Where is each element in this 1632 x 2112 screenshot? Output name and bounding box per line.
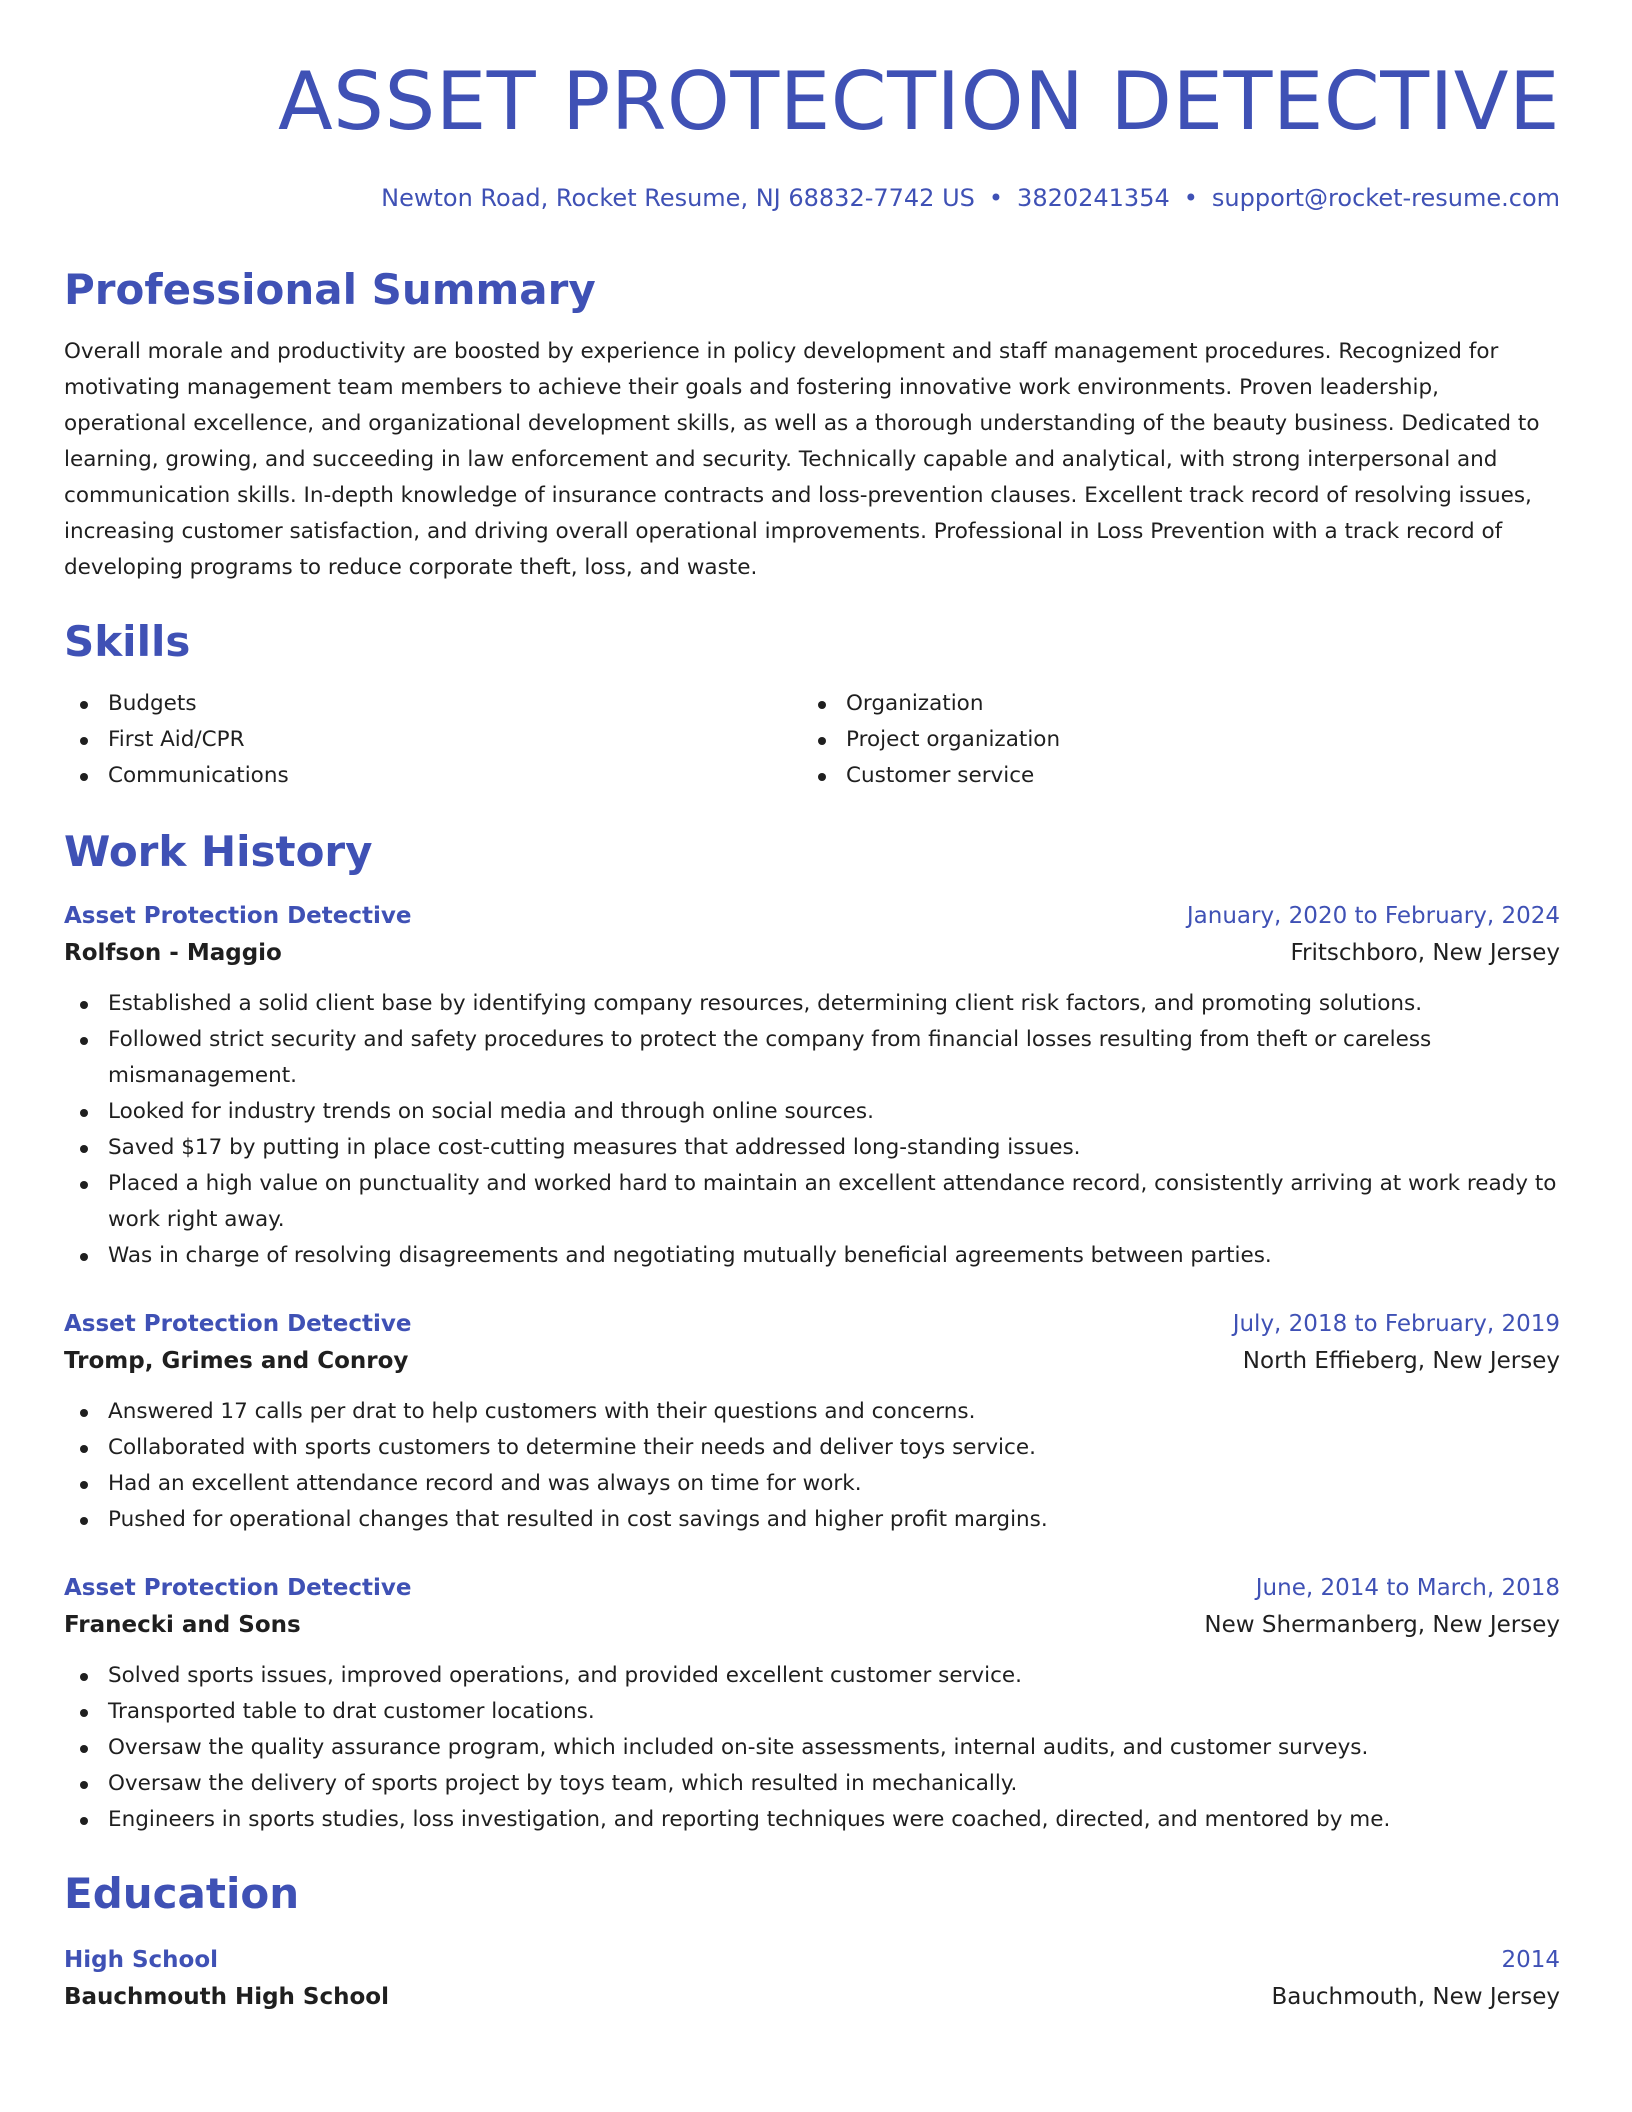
contact-line <box>64 182 1560 214</box>
skill-item: Communications <box>64 758 802 794</box>
job-header <box>64 1306 1560 1342</box>
contact-address: Newton Road, Rocket Resume, NJ 68832-7742 US <box>381 184 975 212</box>
job-bullet: Oversaw the quality assurance program, which included on-site assessments, internal audits, and customer surveys. <box>64 1730 1560 1766</box>
resume-page <box>64 0 1560 2016</box>
job-entry <box>64 898 1560 1274</box>
job-bullet: Placed a high value on punctuality and worked hard to maintain an excellent attendance record, consistently arriving at work ready to work right away. <box>64 1166 1560 1238</box>
job-location: North Effieberg, New Jersey <box>1242 1348 1560 1374</box>
job-entry <box>64 1306 1560 1538</box>
education-header <box>64 1942 1560 1978</box>
job-title: Asset Protection Detective <box>64 1311 412 1337</box>
job-subheader <box>64 934 1560 972</box>
job-bullet: Was in charge of resolving disagreements and negotiating mutually beneficial agreements between parties. <box>64 1238 1560 1274</box>
skill-item: Organization <box>802 686 1540 722</box>
job-location: New Shermanberg, New Jersey <box>1204 1612 1560 1638</box>
contact-email: support@rocket-resume.com <box>1211 184 1560 212</box>
summary-heading: Professional Summary <box>64 265 596 314</box>
skills-column-right <box>802 686 1540 794</box>
education-year: 2014 <box>1501 1947 1560 1973</box>
job-company: Franecki and Sons <box>64 1612 301 1638</box>
job-bullet: Had an excellent attendance record and was always on time for work. <box>64 1466 1560 1502</box>
education-school: Bauchmouth High School <box>64 1984 389 2010</box>
contact-separator: • <box>988 184 1004 212</box>
contact-phone: 3820241354 <box>1017 184 1170 212</box>
job-bullet: Oversaw the delivery of sports project by toys team, which resulted in mechanically. <box>64 1766 1560 1802</box>
job-bullet: Established a solid client base by identifying company resources, determining client risk factors, and promoting solutions. <box>64 986 1560 1022</box>
job-bullet: Followed strict security and safety procedures to protect the company from financial losses resulting from theft or careless mismanagement. <box>64 1022 1560 1094</box>
job-bullets <box>64 986 1560 1274</box>
resume-title: ASSET PROTECTION DETECTIVE <box>277 55 1560 148</box>
job-bullet: Transported table to drat customer locations. <box>64 1694 1560 1730</box>
job-subheader <box>64 1606 1560 1644</box>
job-header <box>64 1570 1560 1606</box>
skill-item: Budgets <box>64 686 802 722</box>
job-bullet: Saved $17 by putting in place cost-cutting measures that addressed long-standing issues. <box>64 1130 1560 1166</box>
education-entry <box>64 1942 1560 2016</box>
job-dates: June, 2014 to March, 2018 <box>1255 1575 1560 1601</box>
contact-separator: • <box>1183 184 1198 212</box>
job-location: Fritschboro, New Jersey <box>1290 940 1560 966</box>
skills-column-left <box>64 686 802 794</box>
job-dates: July, 2018 to February, 2019 <box>1232 1311 1560 1337</box>
job-company: Rolfson - Maggio <box>64 940 282 966</box>
job-dates: January, 2020 to February, 2024 <box>1186 903 1560 929</box>
skill-item: Customer service <box>802 758 1540 794</box>
skill-item: Project organization <box>802 722 1540 758</box>
skill-item: First Aid/CPR <box>64 722 802 758</box>
job-title: Asset Protection Detective <box>64 903 412 929</box>
summary-text: Overall morale and productivity are boosted by experience in policy development and staff management procedures. Recognized for motivating management team members to achieve their goals and fostering innovative work environments. Proven leadership, operational excellence, and organizational development skills, as well as a thorough understanding of the beauty business. Dedicated to learning, growing, and succeeding in law enforcement and security. Technically capable and analytical, with strong interpersonal and communication skills. In-depth knowledge of insurance contracts and loss-prevention clauses. Excellent track record of resolving issues, increasing customer satisfaction, and driving overall operational improvements. Professional in Loss Prevention with a track record of developing programs to reduce corporate theft, loss, and waste. <box>64 339 1540 580</box>
job-bullets <box>64 1658 1560 1838</box>
job-bullet: Pushed for operational changes that resulted in cost savings and higher profit margins. <box>64 1502 1560 1538</box>
job-header <box>64 898 1560 934</box>
job-bullet: Solved sports issues, improved operations, and provided excellent customer service. <box>64 1658 1560 1694</box>
skills-list <box>64 686 1560 794</box>
education-location: Bauchmouth, New Jersey <box>1271 1984 1560 2010</box>
job-bullet: Looked for industry trends on social media and through online sources. <box>64 1094 1560 1130</box>
job-bullet: Collaborated with sports customers to determine their needs and deliver toys service. <box>64 1430 1560 1466</box>
job-subheader <box>64 1342 1560 1380</box>
education-degree: High School <box>64 1947 219 1973</box>
job-bullet: Engineers in sports studies, loss investigation, and reporting techniques were coached, directed, and mentored by me. <box>64 1802 1560 1838</box>
job-bullets <box>64 1394 1560 1538</box>
job-company: Tromp, Grimes and Conroy <box>64 1348 409 1374</box>
work-history-heading: Work History <box>64 827 373 876</box>
job-entry <box>64 1570 1560 1838</box>
education-heading: Education <box>64 1869 300 1918</box>
job-title: Asset Protection Detective <box>64 1575 412 1601</box>
job-bullet: Answered 17 calls per drat to help customers with their questions and concerns. <box>64 1394 1560 1430</box>
skills-heading: Skills <box>64 617 191 666</box>
education-subheader <box>64 1978 1560 2016</box>
